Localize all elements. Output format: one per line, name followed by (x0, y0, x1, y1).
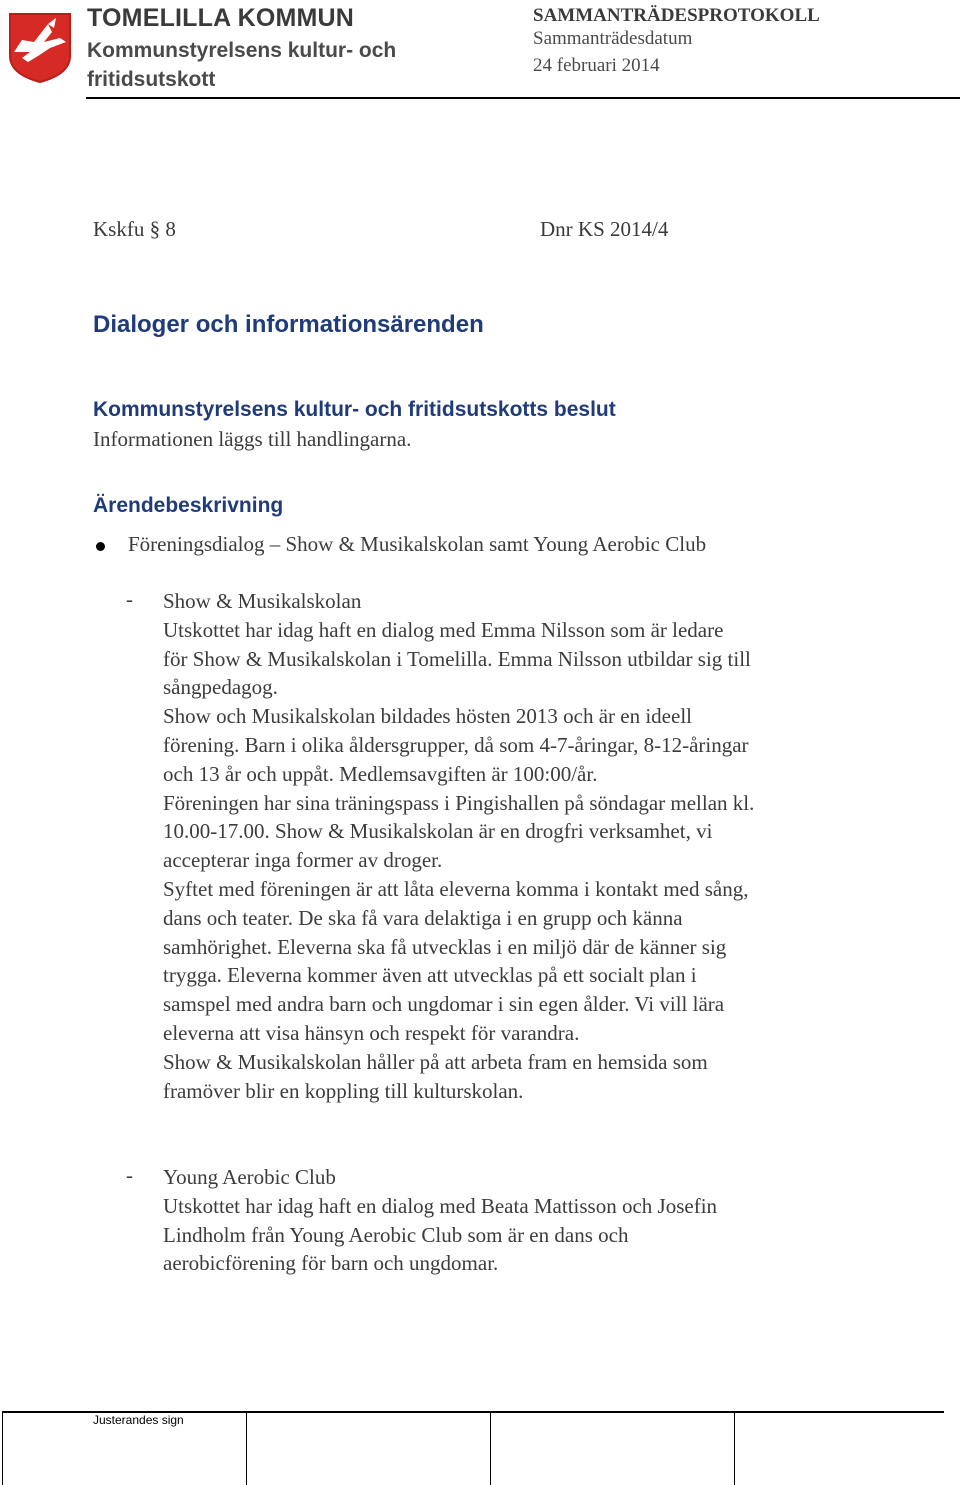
paragraph-line: eleverna att visa hänsyn och respekt för varandra. (163, 1020, 580, 1045)
paragraph-line: Föreningen har sina träningspass i Pingishallen på söndagar mellan kl. (163, 790, 755, 815)
paragraph-line: 10.00-17.00. Show & Musikalskolan är en drogfri verksamhet, vi (163, 819, 713, 844)
paragraph-line: trygga. Eleverna kommer även att utvecklas på ett socialt plan i (163, 963, 697, 988)
bullet-text: Föreningsdialog – Show & Musikalskolan samt Young Aerobic Club (128, 532, 707, 556)
decision-heading: Kommunstyrelsens kultur- och fritidsutskotts beslut (93, 398, 616, 421)
signature-cell-divider (490, 1412, 491, 1485)
protocol-title: SAMMANTRÄDESPROTOKOLL (533, 5, 820, 26)
signature-cell-divider (2, 1412, 3, 1485)
paragraph-line: Syftet med föreningen är att låta eleverna komma i kontakt med sång, (163, 876, 749, 901)
dash-marker: - (126, 1163, 133, 1187)
signature-cell-divider (734, 1412, 735, 1485)
paragraph-line: framöver blir en koppling till kulturskolan. (163, 1078, 524, 1103)
signature-cell-divider (246, 1412, 247, 1485)
committee-name: Kommunstyrelsens kultur- och fritidsutskott (87, 39, 397, 91)
paragraph-line: och 13 år och uppåt. Medlemsavgiften är 100:00/år. (163, 761, 598, 786)
description-heading: Ärendebeskrivning (93, 494, 284, 517)
paragraph-line: Show och Musikalskolan bildades hösten 2013 och är en ideell (163, 704, 692, 729)
coat-of-arms-icon (8, 12, 72, 84)
paragraph-number: Kskfu § 8 (93, 217, 176, 241)
paragraph-line: förening. Barn i olika åldersgrupper, då som 4-7-åringar, 8-12-åringar (163, 732, 749, 757)
paragraph-line: Show & Musikalskolan håller på att arbeta fram en hemsida som (163, 1049, 708, 1074)
header-rule (86, 97, 960, 99)
paragraph-line: samspel med andra barn och ungdomar i sin egen ålder. Vi vill lära (163, 992, 725, 1017)
date-label: Sammanträdesdatum (533, 28, 693, 49)
paragraph-line: Lindholm från Young Aerobic Club som är en dans och (163, 1222, 629, 1247)
paragraph-line: sångpedagog. (163, 675, 278, 700)
decision-text: Informationen läggs till handlingarna. (93, 427, 412, 451)
org-name: TOMELILLA KOMMUN (87, 4, 355, 32)
dash-marker: - (126, 587, 133, 611)
paragraph-line: Utskottet har idag haft en dialog med Emma Nilsson som är ledare (163, 617, 724, 642)
paragraph-line: accepterar inga former av droger. (163, 848, 443, 873)
paragraph-line: Utskottet har idag haft en dialog med Beata Mattisson och Josefin (163, 1193, 718, 1218)
dnr-number: Dnr KS 2014/4 (540, 217, 669, 241)
section-young-aerobic-club (163, 1163, 863, 1278)
paragraph-line: Show & Musikalskolan (163, 589, 362, 613)
paragraph-line: Young Aerobic Club (163, 1165, 336, 1189)
paragraph-line: dans och teater. De ska få vara delaktiga i en grupp och känna (163, 905, 683, 930)
meeting-date: 24 februari 2014 (533, 55, 660, 76)
page-title: Dialoger och informationsärenden (93, 311, 484, 338)
paragraph-line: för Show & Musikalskolan i Tomelilla. Emma Nilsson utbildar sig till (163, 646, 751, 671)
section-show-musikalskolan (163, 587, 863, 1105)
paragraph-line: samhörighet. Eleverna ska få utvecklas i en miljö där de känner sig (163, 934, 727, 959)
bullet-icon (96, 542, 105, 551)
paragraph-line: aerobicförening för barn och ungdomar. (163, 1251, 499, 1276)
signature-label: Justerandes sign (93, 1413, 184, 1427)
